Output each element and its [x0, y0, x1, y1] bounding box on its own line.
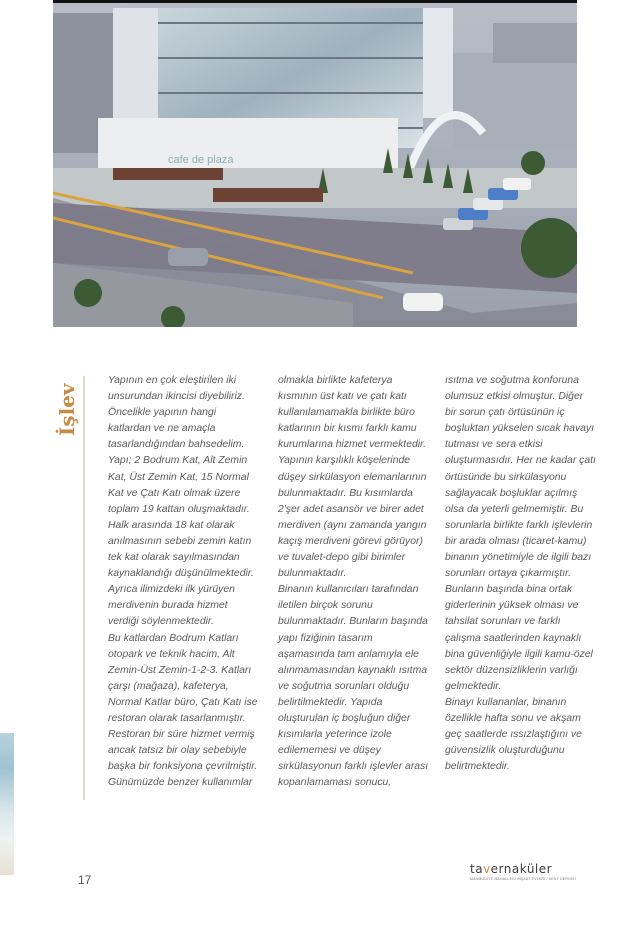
street-car [168, 248, 208, 266]
paragraph: Yapının en çok eleştirilen iki unsurundan ikincisi diyebiliriz. Öncelikle yapının hangi katlardan ve ne amaçla tasarlandığından bahsedelim. Yapı; 2 Bodrum Kat, Alt Zemin Kat, Üst Zemin Kat, 15 Normal Kat ve Çatı Katı olmak üzere toplam 19 kattan oluşmaktadır. Halk arasında 18 kat olarak anılmasının sebebi zemin katın tek kat olarak sayılmasından kaynaklandığı düşünülmektedir. Ayrıca ilimizdeki ilk yürüyen merdivenin burada hizmet verdiği söylenmektedir. [108, 375, 254, 628]
brand-name: tavernaküler [470, 862, 553, 876]
page-number: 17 [78, 873, 92, 887]
section-title: İşlev [55, 383, 79, 436]
paragraph: Binayı kullananlar, binanın özellikle hafta sonu ve akşam geç saatlerde ıssızlaştığını ve güvensizlik oluşturduğunu belirtmektedir. [445, 696, 582, 773]
article-column-3 [445, 373, 597, 775]
magazine-logo [470, 862, 576, 881]
paragraph: Binanın kullanıcıları tarafından iletilen birçok sorunu bulunmaktadır. Bunların başında yapı fiziğinin tasarım aşamasında tam anlamıyla ele alınmamasından kaynaklı ısıtma ve soğutma sorunları olduğu belirtilmektedir. Yapıda oluşturulan iç boşluğun diğer kısımlarla yeterince izole edilememesi ve düşey sirkülasyonun farklı işlevler arası koparılamaması sonucu, [278, 584, 429, 789]
article-column-2 [278, 373, 430, 791]
title-divider [83, 376, 85, 800]
paragraph: Bu katlardan Bodrum Katları otopark ve teknik hacim, Alt Zemin-Üst Zemin-1-2-3. Katları çarşı (mağaza), kafeterya, Normal Katlar büro, Çatı Katı ise restoran olarak tasarlanmıştır. Restoran bir süre hizmet vermiş ancak tatsız bir olay sebebiyle başka bir fonksiyona çevrilmiştir. Günümüzde benzer kullanımlar [108, 632, 258, 789]
paragraph: ısıtma ve soğutma konforuna olumsuz etkisi olmuştur. Diğer bir sorun çatı örtüsünün iç boşluktan yükselen sıcak havayı tutması ve sera etkisi oluşturmasıdır. Her ne kadar çatı örtüsünde bu sirkülasyonu sağlayacak boşluklar açılmış olsa da yeterli gelmemiştir. Bu sorunlarla birlikte farklı işlevlerin bir arada olması (ticaret-kamu) binanın yönetimiyle de ilgili bazı sorunları ortaya çıkarmıştır. Bunların başında bina ortak giderlerinin yüksek olması ve tahsilat sorunları ve farklı çalışma saatlerinden kaynaklı bina güvenliğiyle ilgili kamu-özel sektör düzensizliklerin varlığı gelmektedir. [445, 375, 596, 692]
ground-floor [98, 118, 398, 168]
paragraph: olmakla birlikte kafeterya kısmının üst katı ve çatı katı kullanılamamakla birlikte büro katlarının bir kısmı farklı kamu kurumlarına hizmet vermektedir. Yapının karşılıklı köşelerinde düşey sirkülasyon elemanlarının bulunmaktadır. Bu kısımlarda 2'şer adet asansör ve birer adet merdiven (aynı zamanda yangın kaçış merdiveni görevi görüyor) ve tuvalet-depo gibi birimler bulunmaktadır. [278, 375, 427, 580]
svg-text:cafe de plaza: cafe de plaza [168, 154, 234, 166]
brand-mark-icon: v [483, 862, 491, 876]
right-building [453, 53, 577, 148]
brand-tagline: MAHMUDİYE MAHALLESİ İNŞAAT EVLERİ / KENT DERGİSİ [470, 877, 576, 881]
article-column-1 [108, 373, 260, 791]
adjacent-page-photo-edge [0, 733, 14, 875]
building-rendering-photo [53, 3, 577, 327]
building-rendering [53, 3, 577, 327]
